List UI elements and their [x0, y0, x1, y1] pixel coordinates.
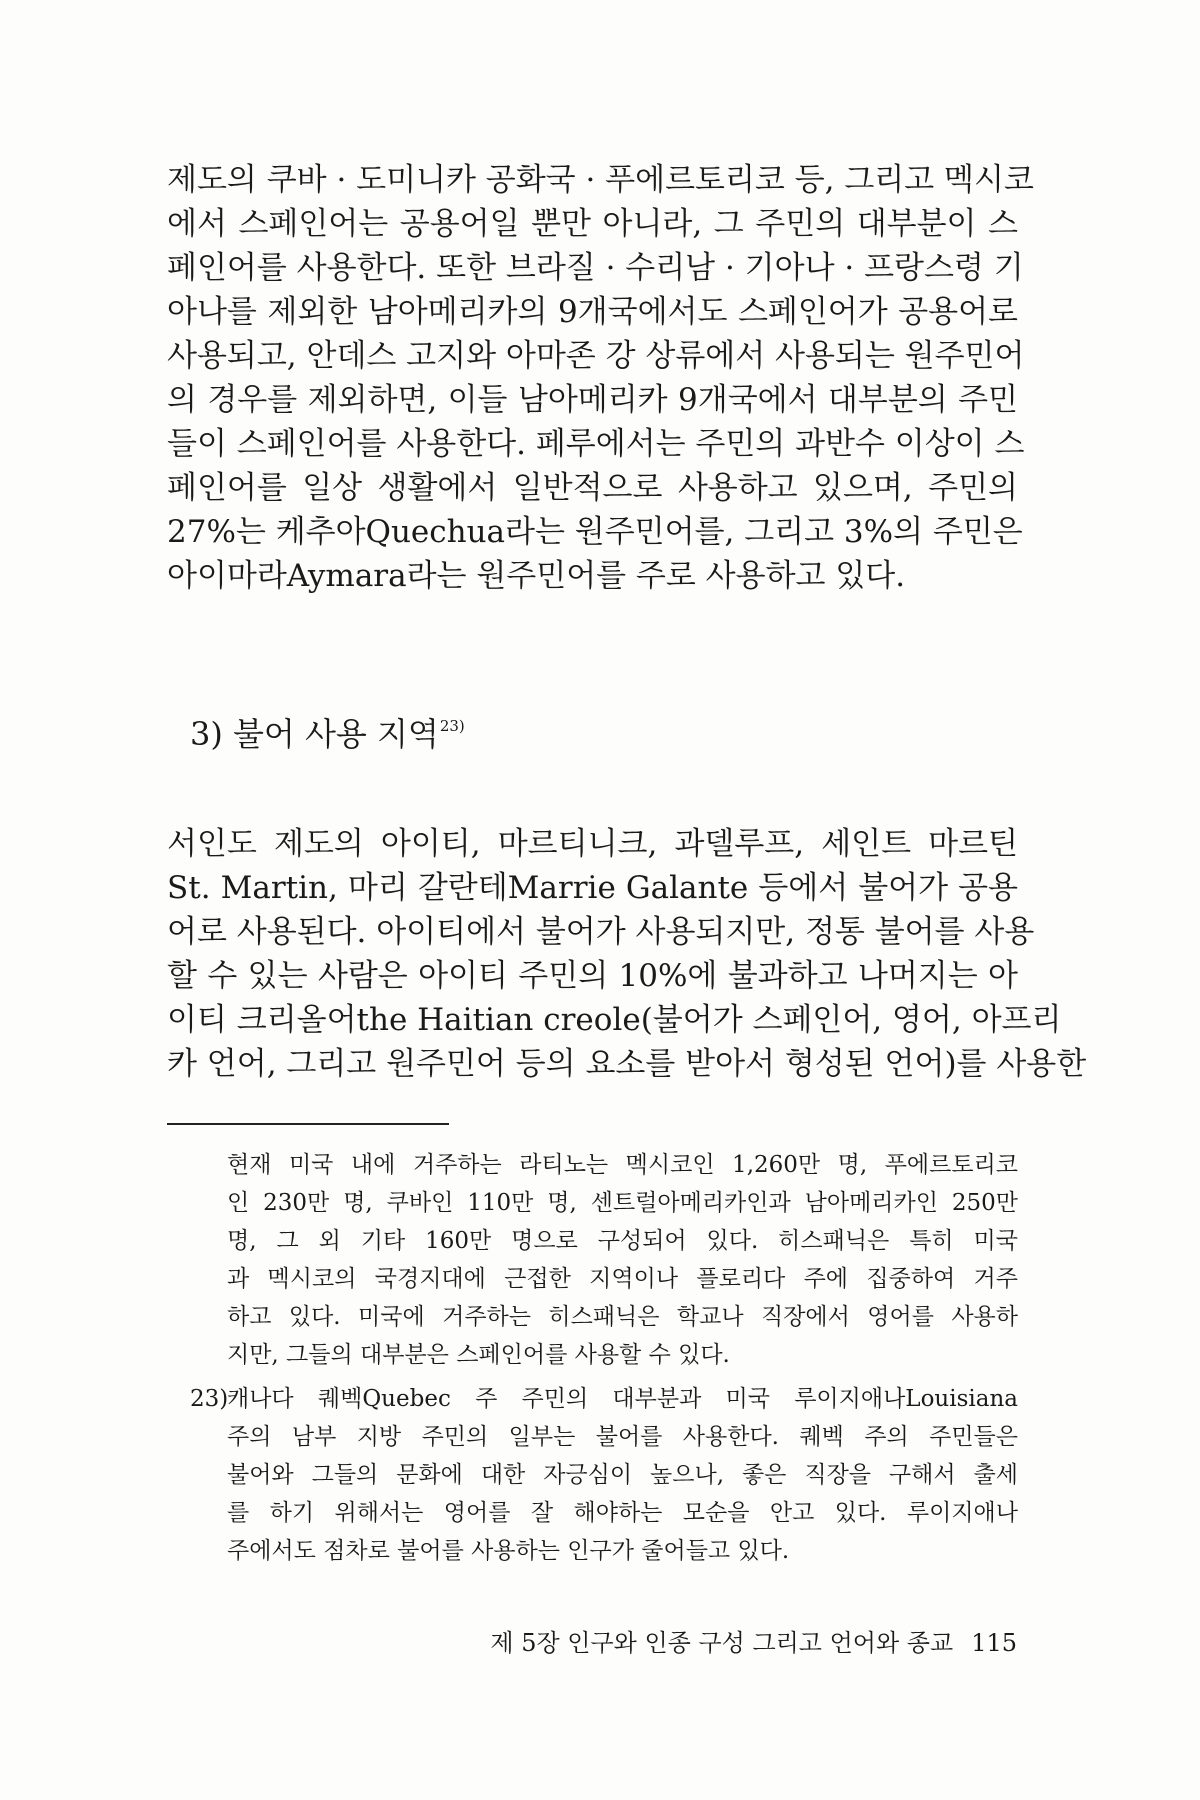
text-line: St. Martin, 마리 갈란테Marrie Galante 등에서 불어가 공용 — [167, 870, 1018, 906]
text-line: 제도의 쿠바 · 도미니카 공화국 · 푸에르토리코 등, 그리고 멕시코 — [167, 162, 1034, 198]
text-line: 아나를 제외한 남아메리카의 9개국에서도 스페인어가 공용어로 — [167, 294, 1018, 330]
footnote-line: 지만, 그들의 대부분은 스페인어를 사용할 수 있다. — [227, 1342, 730, 1368]
footnote-line: 과 멕시코의 국경지대에 근접한 지역이나 플로리다 주에 집중하여 거주 — [227, 1266, 1018, 1292]
text-line: 페인어를 일상 생활에서 일반적으로 사용하고 있으며, 주민의 — [167, 470, 1018, 506]
text-line: 아이마라Aymara라는 원주민어를 주로 사용하고 있다. — [167, 558, 906, 594]
footnote-line: 불어와 그들의 문화에 대한 자긍심이 높으나, 좋은 직장을 구해서 출세 — [227, 1462, 1018, 1488]
text-line: 할 수 있는 사람은 아이티 주민의 10%에 불과하고 나머지는 아 — [167, 958, 1018, 994]
text-line: 들이 스페인어를 사용한다. 페루에서는 주민의 과반수 이상이 스 — [167, 426, 1025, 462]
footnote-line: 하고 있다. 미국에 거주하는 히스패닉은 학교나 직장에서 영어를 사용하 — [227, 1304, 1018, 1330]
running-title: 제 5장 인구와 인종 구성 그리고 언어와 종교 — [490, 1629, 954, 1657]
footnote-divider — [167, 1123, 449, 1125]
footnote-line: 캐나다 퀘벡Quebec 주 주민의 대부분과 미국 루이지애나Louisiana — [227, 1386, 1018, 1412]
footnote-ref-23[interactable]: 23) — [439, 717, 465, 735]
footnote-line: 인 230만 명, 쿠바인 110만 명, 센트럴아메리카인과 남아메리카인 250만 — [227, 1190, 1018, 1216]
text-line: 이티 크리올어the Haitian creole(불어가 스페인어, 영어, 아프리 — [167, 1002, 1062, 1038]
text-line: 의 경우를 제외하면, 이들 남아메리카 9개국에서 대부분의 주민 — [167, 382, 1018, 418]
text-line: 27%는 케추아Quechua라는 원주민어를, 그리고 3%의 주민은 — [167, 514, 1023, 550]
text-line: 에서 스페인어는 공용어일 뿐만 아니라, 그 주민의 대부분이 스 — [167, 206, 1018, 242]
section-heading-text: 3) 불어 사용 지역 — [190, 715, 439, 753]
footnote-line: 명, 그 외 기타 160만 명으로 구성되어 있다. 히스패닉은 특히 미국 — [227, 1228, 1018, 1254]
text-line: 어로 사용된다. 아이티에서 불어가 사용되지만, 정통 불어를 사용 — [167, 914, 1035, 950]
footnote-line: 주의 남부 지방 주민의 일부는 불어를 사용한다. 퀘벡 주의 주민들은 — [227, 1424, 1018, 1450]
text-line: 사용되고, 안데스 고지와 아마존 강 상류에서 사용되는 원주민어 — [167, 338, 1025, 374]
text-line: 페인어를 사용한다. 또한 브라질 · 수리남 · 기아나 · 프랑스령 기 — [167, 250, 1024, 286]
footnote-line: 를 하기 위해서는 영어를 잘 해야하는 모순을 안고 있다. 루이지애나 — [227, 1500, 1018, 1526]
footnote-line: 주에서도 점차로 불어를 사용하는 인구가 줄어들고 있다. — [227, 1538, 790, 1564]
footnote-marker: 23) — [190, 1386, 229, 1412]
text-line: 서인도 제도의 아이티, 마르티니크, 과델루프, 세인트 마르틴 — [167, 826, 1018, 862]
section-heading — [190, 712, 465, 756]
page-number: 115 — [971, 1629, 1017, 1657]
page-footer — [490, 1624, 1017, 1662]
footnote-line: 현재 미국 내에 거주하는 라티노는 멕시코인 1,260만 명, 푸에르토리코 — [227, 1152, 1018, 1178]
text-line: 카 언어, 그리고 원주민어 등의 요소를 받아서 형성된 언어)를 사용한 — [167, 1046, 1087, 1082]
